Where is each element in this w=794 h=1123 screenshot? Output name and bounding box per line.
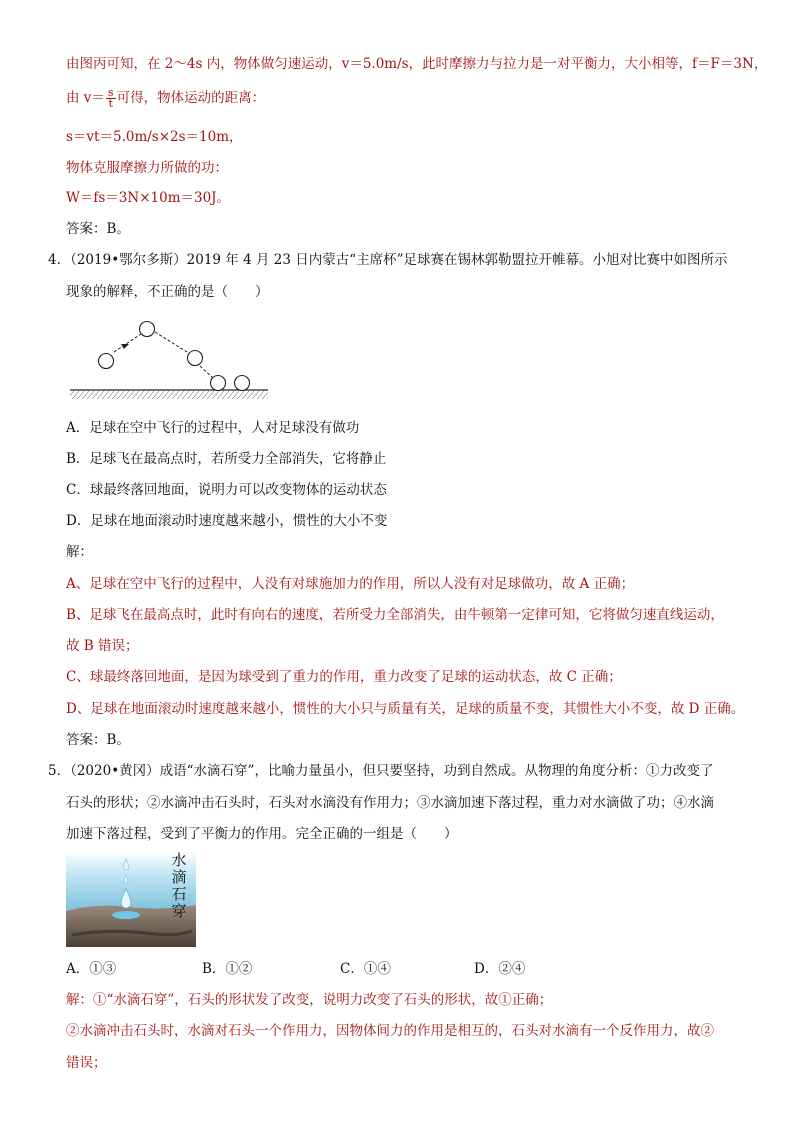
q5-stem-line-3: 加速下落过程，受到了平衡力的作用。完全正确的一组是（ ） bbox=[66, 826, 458, 842]
q4-solution-label: 解： bbox=[66, 544, 93, 560]
arrow-head-icon bbox=[121, 344, 129, 349]
q4-answer: 答案：B。 bbox=[66, 732, 130, 748]
q5-option-b: B．①② bbox=[202, 961, 253, 977]
q4-stem-line-1: 4．（2019•鄂尔多斯）2019 年 4 月 23 日内蒙古“主席杯”足球赛在锡林郭勒盟拉开帷幕。小旭对比赛中如图所示 bbox=[48, 252, 728, 268]
ground-hatching bbox=[70, 391, 268, 399]
fraction-denominator: t bbox=[108, 97, 113, 110]
prev-line-5: W＝fs＝3N×10m＝30J。 bbox=[66, 190, 231, 206]
water-drop-stone-picture bbox=[66, 851, 196, 947]
water-splash bbox=[112, 911, 140, 919]
q5-option-a: A．①③ bbox=[66, 961, 117, 977]
prev-line-4: 物体克服摩擦力所做的功： bbox=[66, 160, 228, 176]
q4-option-b: B．足球飞在最高点时，若所受力全部消失，它将静止 bbox=[66, 451, 387, 467]
ball-rolling bbox=[235, 376, 250, 391]
q5-stem-line-1: 5．（2020•黄冈）成语“水滴石穿”，比喻力量虽小，但只要坚持，功到自然成。从物理的角度分析：①力改变了 bbox=[48, 763, 714, 779]
q4-solution-d: D、足球在地面滚动时速度越来越小，惯性的大小只与质量有关，足球的质量不变，其惯性大小不变，故 D 正确。 bbox=[66, 701, 745, 717]
q5-option-c: C．①④ bbox=[340, 961, 391, 977]
q4-solution-b-cont: 故 B 错误； bbox=[66, 638, 139, 654]
prev-line-2-b: 可得，物体运动的距离： bbox=[116, 90, 266, 106]
q5-option-d: D．②④ bbox=[474, 961, 526, 977]
picture-caption: 水滴石穿 bbox=[171, 851, 187, 920]
trajectory-landing bbox=[200, 366, 213, 378]
prev-line-3: s＝vt＝5.0m/s×2s＝10m， bbox=[66, 129, 243, 145]
trajectory-rising bbox=[114, 334, 141, 352]
prev-line-2-a: 由 v＝ bbox=[66, 90, 105, 106]
prev-answer: 答案：B。 bbox=[66, 221, 130, 237]
prev-line-2 bbox=[66, 88, 265, 109]
q5-solution-1: 解：①“水滴石穿”，石头的形状发了改变，说明力改变了石头的形状，故①正确； bbox=[66, 992, 553, 1008]
prev-line-1: 由图丙可知，在 2～4s 内，物体做匀速运动，v＝5.0m/s，此时摩擦力与拉力是一对平衡力，大小相等，f＝F＝3N， bbox=[66, 56, 768, 72]
q5-stem-line-2: 石头的形状；②水滴冲击石头时，石头对水滴没有作用力；③水滴加速下落过程，重力对水滴做了功；④水滴 bbox=[66, 795, 714, 811]
trajectory-falling bbox=[155, 332, 187, 352]
q4-option-d: D．足球在地面滚动时速度越来越小，惯性的大小不变 bbox=[66, 513, 388, 529]
fraction-numerator: s bbox=[107, 86, 114, 99]
q5-solution-2-cont: 错误； bbox=[66, 1055, 107, 1071]
q4-option-a: A．足球在空中飞行的过程中，人对足球没有做功 bbox=[66, 420, 360, 436]
ball-landed bbox=[211, 376, 226, 391]
q4-solution-c: C、球最终落回地面，是因为球受到了重力的作用，重力改变了足球的运动状态，故 C 正确； bbox=[66, 669, 622, 685]
ball-highest-point bbox=[140, 322, 155, 337]
football-trajectory-figure bbox=[70, 318, 270, 404]
q4-stem-line-2: 现象的解释，不正确的是（ ） bbox=[66, 284, 269, 300]
ball-falling bbox=[188, 351, 203, 366]
q4-solution-b: B、足球飞在最高点时，此时有向右的速度，若所受力全部消失，由牛顿第一定律可知，它将做匀速直线运动， bbox=[66, 607, 724, 623]
q5-solution-2: ②水滴冲击石头时，水滴对石头一个作用力，因物体间力的作用是相互的，石头对水滴有一个反作用力，故② bbox=[66, 1023, 714, 1039]
velocity-fraction bbox=[106, 88, 116, 109]
ball-start bbox=[99, 354, 114, 369]
q4-option-c: C．球最终落回地面，说明力可以改变物体的运动状态 bbox=[66, 482, 387, 498]
q4-solution-a: A、足球在空中飞行的过程中，人没有对球施加力的作用，所以人没有对足球做功，故 A 正确； bbox=[66, 576, 635, 592]
